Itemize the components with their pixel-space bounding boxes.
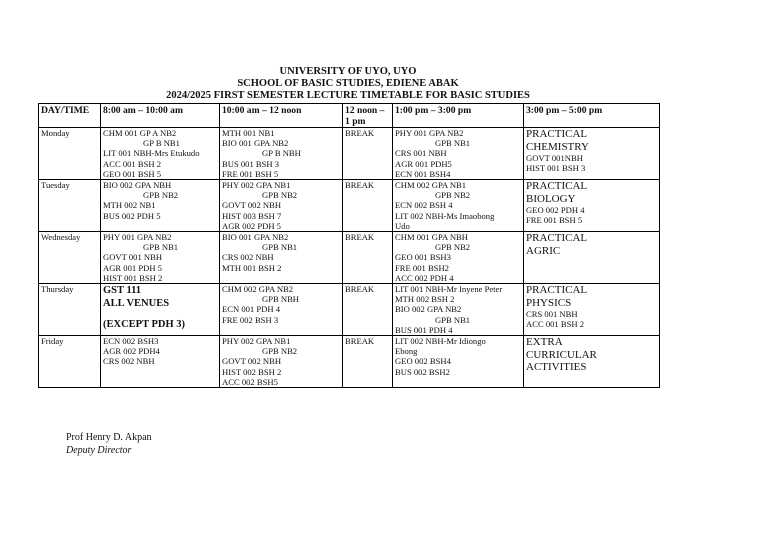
cell-friday-slot1: [101, 336, 220, 388]
course-entry: GPB NB1: [435, 138, 471, 149]
course-entry: LIT 002 NBH-Mr Idiongo: [395, 336, 486, 347]
course-entry: HIST 003 BSH 7: [222, 210, 282, 221]
practical-title: PRACTICAL: [526, 180, 588, 193]
cell-monday-slot4: [393, 128, 524, 180]
timetable-header-row: [39, 104, 660, 128]
break-cell: BREAK: [343, 336, 393, 388]
course-entry: BUS 001 PDH 4: [395, 324, 453, 335]
cell-thursday-slot1: [101, 284, 220, 336]
cell-thursday-slot5: [524, 284, 660, 336]
row-monday: [39, 128, 660, 180]
course-entry: FRE 001 BSH 5: [526, 215, 583, 226]
day-wednesday: Wednesday: [39, 232, 101, 284]
course-entry: GEO 002 BSH4: [395, 356, 451, 367]
activity-title: ACTIVITIES: [526, 361, 587, 374]
course-entry: GPB NB2: [262, 190, 298, 201]
course-entry: BUS 002 PDH 5: [103, 210, 161, 221]
course-entry: ACC 002 PDH 4: [395, 272, 454, 283]
row-wednesday: [39, 232, 660, 284]
cell-monday-slot5: [524, 128, 660, 180]
activity-title: EXTRA: [526, 336, 563, 349]
day-monday: Monday: [39, 128, 101, 180]
timetable-header: [38, 66, 658, 102]
course-entry: GOVT 002 NBH: [222, 200, 282, 211]
course-entry: LIT 002 NBH-Ms Imaobong: [395, 210, 495, 221]
course-entry: GPB NB1: [435, 314, 471, 325]
course-entry: GPB NB2: [435, 242, 471, 253]
course-entry: AGR 002 PDH4: [103, 346, 160, 357]
university-name: UNIVERSITY OF UYO, UYO: [279, 66, 417, 77]
timetable-title: 2024/2025 FIRST SEMESTER LECTURE TIMETABLE FOR BASIC STUDIES: [166, 90, 530, 101]
course-entry: AGR 002 PDH 5: [222, 220, 281, 231]
cell-wednesday-slot1: [101, 232, 220, 284]
activity-title: CURRICULAR: [526, 348, 597, 361]
break-cell: BREAK: [343, 128, 393, 180]
course-entry: BIO 002 GPA NBH: [103, 180, 172, 191]
cell-friday-slot2: [220, 336, 343, 388]
col-header-1pm-3pm: 1:00 pm – 3:00 pm: [393, 104, 524, 128]
course-entry: FRE 001 BSH2: [395, 262, 449, 273]
break-cell: BREAK: [343, 284, 393, 336]
practical-title: PHYSICS: [526, 296, 572, 309]
practical-title: PRACTICAL: [526, 128, 588, 140]
course-entry: GPB NB2: [262, 346, 298, 357]
practical-title: AGRIC: [526, 244, 561, 257]
cell-tuesday-slot1: [101, 180, 220, 232]
cell-monday-slot1: [101, 128, 220, 180]
course-entry: CHM 001 GP A NB2: [103, 128, 177, 138]
course-entry: BUS 001 BSH 3: [222, 158, 280, 169]
break-cell: BREAK: [343, 232, 393, 284]
cell-tuesday-slot4: [393, 180, 524, 232]
course-entry: BIO 001 GPA NB2: [222, 232, 289, 243]
course-entry: GPB NB1: [143, 242, 179, 253]
cell-thursday-slot2: [220, 284, 343, 336]
course-entry: ECN 001 PDH 4: [222, 304, 281, 315]
course-entry: GPB NB2: [143, 190, 179, 201]
cell-tuesday-slot5: [524, 180, 660, 232]
course-entry: PHY 001 GPA NB2: [395, 128, 464, 138]
course-entry: CHM 001 GPA NBH: [395, 232, 468, 243]
course-entry: MTH 002 BSH 2: [395, 294, 455, 305]
course-entry: PHY 002 GPA NB1: [222, 180, 291, 191]
course-entry: GOVT 001NBH: [526, 153, 583, 164]
cell-monday-slot2: [220, 128, 343, 180]
practical-title: BIOLOGY: [526, 192, 576, 205]
cell-tuesday-slot2: [220, 180, 343, 232]
course-entry: CRS 001 NBH: [526, 309, 578, 320]
course-entry: GOVT 001 NBH: [103, 252, 163, 263]
gst-venue-exception: (EXCEPT PDH 3): [103, 319, 186, 331]
col-header-3pm-5pm: 3:00 pm – 5:00 pm: [524, 104, 660, 128]
course-entry: AGR 001 PDH 5: [103, 262, 162, 273]
course-entry: CRS 001 NBH: [395, 148, 447, 159]
course-entry: AGR 001 PDH5: [395, 158, 452, 169]
gst-venue: ALL VENUES: [103, 298, 170, 310]
practical-title: PRACTICAL: [526, 232, 588, 245]
col-header-day-time: DAY/TIME: [39, 104, 101, 128]
signatory-name: Prof Henry D. Akpan: [66, 432, 152, 443]
course-entry: GEO 001 BSH3: [395, 252, 451, 263]
course-entry: Udo: [395, 220, 410, 231]
cell-wednesday-slot4: [393, 232, 524, 284]
course-entry: CHM 002 GPA NB2: [222, 284, 294, 295]
course-entry: MTH 002 NB1: [103, 200, 156, 211]
day-thursday: Thursday: [39, 284, 101, 336]
course-entry: ACC 001 BSH 2: [526, 319, 585, 330]
school-name: SCHOOL OF BASIC STUDIES, EDIENE ABAK: [237, 78, 459, 89]
course-entry: ACC 002 BSH5: [222, 376, 278, 387]
course-entry: GP B NBH: [262, 148, 301, 159]
course-entry: GEO 001 BSH 5: [103, 168, 162, 179]
course-entry: ECN 002 BSH 4: [395, 200, 453, 211]
signatory-title: Deputy Director: [66, 445, 132, 456]
cell-friday-slot4: [393, 336, 524, 388]
course-entry: HIST 001 BSH 2: [103, 272, 163, 283]
course-entry: ACC 001 BSH 2: [103, 158, 162, 169]
course-entry: GPB NB1: [262, 242, 298, 253]
course-entry: ECN 001 BSH4: [395, 168, 451, 179]
day-tuesday: Tuesday: [39, 180, 101, 232]
course-entry: HIST 001 BSH 3: [526, 163, 586, 174]
practical-title: CHEMISTRY: [526, 140, 589, 153]
course-entry: GPB NBH: [262, 294, 300, 305]
course-entry: GPB NB2: [435, 190, 471, 201]
course-entry: HIST 002 BSH 2: [222, 366, 282, 377]
course-entry: LIT 001 NBH-Mrs Etukudo: [103, 148, 200, 159]
course-entry: MTH 001 NB1: [222, 128, 275, 138]
course-entry: PHY 002 GPA NB1: [222, 336, 291, 347]
day-friday: Friday: [39, 336, 101, 388]
signature-block: [66, 431, 152, 457]
cell-thursday-slot4: [393, 284, 524, 336]
course-entry: BIO 002 GPA NB2: [395, 304, 462, 315]
break-cell: BREAK: [343, 180, 393, 232]
col-header-10am-12noon: 10:00 am – 12 noon: [220, 104, 343, 128]
cell-friday-slot5: [524, 336, 660, 388]
cell-wednesday-slot5: [524, 232, 660, 284]
course-entry: Ebong: [395, 346, 418, 357]
course-entry: FRE 002 BSH 3: [222, 314, 279, 325]
row-friday: [39, 336, 660, 388]
col-header-8am-10am: 8:00 am – 10:00 am: [101, 104, 220, 128]
course-entry: LIT 001 NBH-Mr Inyene Peter: [395, 284, 503, 295]
cell-wednesday-slot2: [220, 232, 343, 284]
row-tuesday: [39, 180, 660, 232]
course-entry: ECN 002 BSH3: [103, 336, 159, 347]
course-entry: CRS 002 NBH: [103, 356, 155, 367]
lecture-timetable: [38, 103, 660, 388]
course-entry: CRS 002 NBH: [222, 252, 274, 263]
course-entry: FRE 001 BSH 5: [222, 168, 279, 179]
course-entry: GEO 002 PDH 4: [526, 205, 585, 216]
course-entry: CHM 002 GPA NB1: [395, 180, 467, 191]
course-entry: BIO 001 GPA NB2: [222, 138, 289, 149]
col-header-12noon-1pm: 12 noon – 1 pm: [343, 104, 393, 128]
course-entry: GP B NB1: [143, 138, 180, 149]
row-thursday: [39, 284, 660, 336]
course-entry: PHY 001 GPA NB2: [103, 232, 172, 243]
gst-course-title: GST 111: [103, 285, 142, 297]
course-entry: GOVT 002 NBH: [222, 356, 282, 367]
course-entry: MTH 001 BSH 2: [222, 262, 282, 273]
course-entry: BUS 002 BSH2: [395, 366, 450, 377]
practical-title: PRACTICAL: [526, 284, 588, 297]
